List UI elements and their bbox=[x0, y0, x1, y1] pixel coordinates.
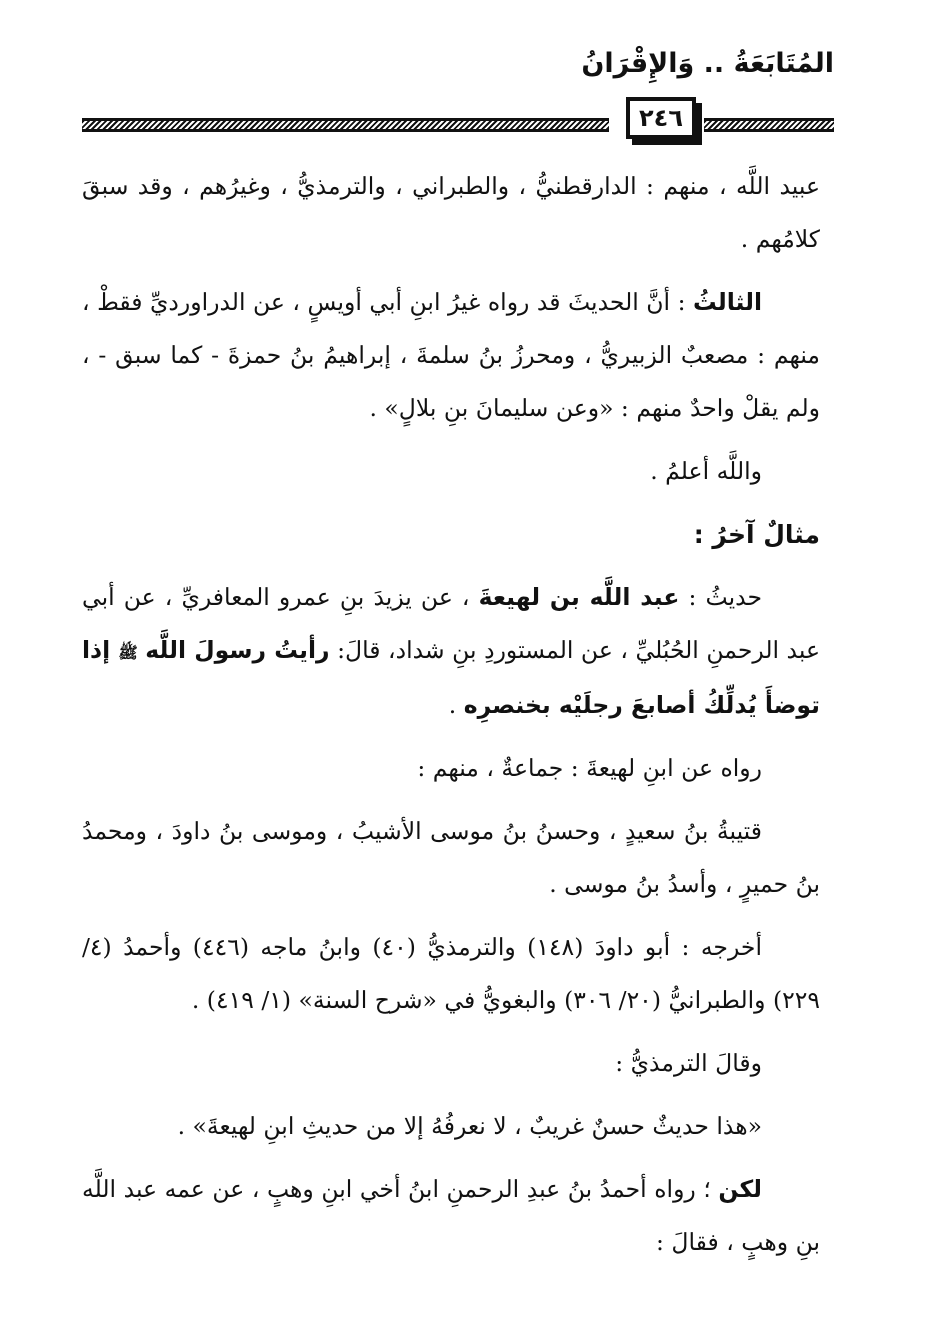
paragraph-10-text: ؛ رواه أحمدُ بنُ عبدِ الرحمنِ ابنُ أخي ابنِ وهبٍ ، عن عمه عبد اللَّه بنِ وهبٍ ، فقالَ : bbox=[82, 1175, 820, 1256]
paragraph-8: وقالَ الترمذيُّ : bbox=[615, 1049, 762, 1077]
paragraph-7: أخرجه : أبو داودَ (١٤٨) والترمذيُّ (٤٠) وابنُ ماجه (٤٤٦) وأحمدُ (٤/ ٢٢٩) والطبرانيُّ (٢٠/ ٣٠٦) والبغويُّ في «شرح السنة» (١/ ٤١٩) . bbox=[82, 933, 820, 1014]
page-body bbox=[82, 160, 820, 1279]
paragraph-9: «هذا حديثٌ حسنٌ غريبٌ ، لا نعرفُهُ إلا من حديثِ ابنِ لهيعةَ» . bbox=[177, 1112, 762, 1140]
paragraph-2-lead: الثالثُ bbox=[693, 288, 762, 316]
paragraph-2-text: : أنَّ الحديثَ قد رواه غيرُ ابنِ أبي أويسٍ ، عن الدراورديِّ فقطْ ، منهم : مصعبٌ الزبيريُّ ، ومحرزُ بنُ سلمةَ ، إبراهيمُ بنُ حمزةَ - كما سبق - ، ولم يقلْ واحدٌ منهم : «وعن سليمانَ بنِ بلالٍ» . bbox=[82, 288, 820, 422]
narrator-name: عبد اللَّه بن لهيعةَ bbox=[478, 583, 680, 611]
paragraph-4-f: . bbox=[448, 691, 464, 719]
example-heading: مثالٌ آخرُ : bbox=[693, 520, 820, 549]
header-rule-left bbox=[82, 118, 609, 132]
paragraph-1: عبيد اللَّه ، منهم : الدارقطنيُّ ، والطبراني ، والترمذيُّ ، وغيرُهم ، وقد سبقَ كلامُهم . bbox=[82, 172, 820, 253]
page-header bbox=[82, 40, 834, 145]
paragraph-3: واللَّه أعلمُ . bbox=[650, 457, 762, 485]
hadith-text-start: رأيتُ رسولَ اللَّه bbox=[145, 636, 330, 664]
salla-glyph: ﷺ bbox=[118, 643, 138, 662]
paragraph-10-lead: لكن bbox=[718, 1175, 762, 1203]
page-number: ٢٤٦ bbox=[626, 97, 696, 139]
paragraph-4-a: حديثُ : bbox=[679, 583, 763, 611]
running-title: المُتَابَعَةُ .. وَالإِقْرَانُ bbox=[581, 48, 834, 79]
hadith-text-end: إذا توضأَ يُدلِّكُ أصابعَ رجلَيْه بخنصرِه bbox=[82, 636, 820, 719]
paragraph-6: قتيبةُ بنُ سعيدٍ ، وحسنُ بنُ موسى الأشيبُ ، وموسى بنُ داودَ ، ومحمدُ بنُ حميرٍ ، وأسدُ بنُ موسى . bbox=[82, 817, 820, 898]
paragraph-4-c: ، عن يزيدَ بنِ عمرو المعافريِّ ، عن أبي عبد الرحمنِ الحُبُليِّ ، عن المستوردِ بنِ شداد، قالَ: bbox=[82, 583, 820, 664]
paragraph-5: رواه عن ابنِ لهيعةَ : جماعةٌ ، منهم : bbox=[417, 754, 762, 782]
paragraph-10 bbox=[82, 1163, 820, 1269]
header-rule-right bbox=[704, 118, 834, 132]
paragraph-2 bbox=[82, 276, 820, 435]
paragraph-4 bbox=[82, 571, 820, 732]
